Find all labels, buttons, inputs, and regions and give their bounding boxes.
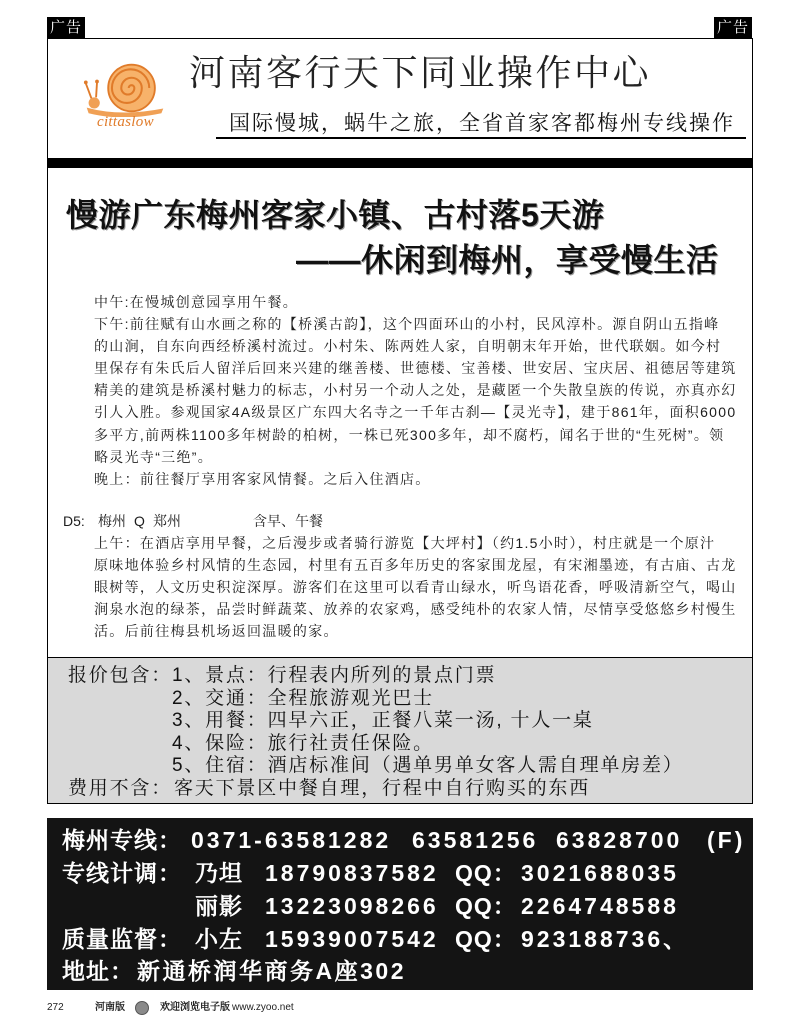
hotline-label: 梅州专线： xyxy=(62,827,182,853)
circle-logo-icon xyxy=(135,1001,149,1015)
supervisor-phone: 15939007542 xyxy=(265,926,439,952)
schedule-line: 原味地体验乡村风情的生态园，村里有五百多年历史的客家围龙屋，有宋湘墨迹，有古庙、古龙 xyxy=(94,557,737,574)
supervisor-name: 小左 xyxy=(195,926,243,952)
schedule-line: 晚上：前往餐厅享用客家风情餐。之后入住酒店。 xyxy=(94,470,431,487)
hotline-number: 63828700 xyxy=(556,827,683,853)
excluded-text: 客天下景区中餐自理，行程中自行购买的东西 xyxy=(174,778,591,799)
schedule-line: 下午:前往赋有山水画之称的【桥溪古韵】，这个四面环山的小村，民风淳朴。源自阴山五指峰 xyxy=(94,316,720,333)
included-item: 4、保险：旅行社责任保险。 xyxy=(172,732,434,754)
day5-route-arrow: Q xyxy=(134,513,145,529)
snail-icon xyxy=(83,59,167,117)
ad-tag-right: 广告 xyxy=(714,17,752,38)
hotline-number: 0371-63581282 xyxy=(191,827,392,853)
agency-title: 河南客行天下同业操作中心 xyxy=(189,53,652,93)
itinerary-panel xyxy=(47,167,753,658)
day5-schedule xyxy=(94,532,737,642)
included-item: 2、交通：全程旅游观光巴士 xyxy=(172,687,434,709)
schedule-line: 精美的建筑是桥溪村魅力的标志，小村另一个动人之处，是藏匿一个失散皇族的传说，亦真亦幻 xyxy=(94,382,737,399)
cittaslow-logo xyxy=(83,59,175,139)
address-row xyxy=(47,957,753,985)
operator-name: 丽影 xyxy=(195,893,243,919)
ad-tag-left: 广告 xyxy=(47,17,85,38)
page-number: 272 xyxy=(47,1002,64,1013)
qq-label: QQ： xyxy=(455,926,517,952)
operator-qq: 2264748588 xyxy=(521,893,679,919)
supervisor-label: 质量监督： xyxy=(62,926,182,952)
logo-wordmark: cittaslow xyxy=(97,114,154,130)
operators-label: 专线计调： xyxy=(62,860,182,886)
included-item: 1、景点：行程表内所列的景点门票 xyxy=(172,665,497,686)
edition-label: 河南版 xyxy=(95,1002,125,1013)
operator-name: 乃坦 xyxy=(195,860,243,886)
excluded-label: 费用不含： xyxy=(68,778,173,799)
day-schedule xyxy=(94,291,737,490)
qq-label: QQ： xyxy=(455,893,517,919)
slogan-underline xyxy=(216,137,746,139)
supervisor-qq: 923188736、 xyxy=(521,926,690,952)
tour-title: 慢游广东梅州客家小镇、古村落5天游 xyxy=(66,197,605,233)
schedule-line: 里保存有朱氏后人留洋后回来兴建的继善楼、世德楼、宝善楼、世安居、宝庆居、祖德居等建筑 xyxy=(94,360,737,377)
operator-phone: 13223098266 xyxy=(265,893,439,919)
fax-marker: (F) xyxy=(707,827,746,853)
day5-meals: 含早、午餐 xyxy=(253,513,323,529)
schedule-line: 活。后前往梅县机场返回温暖的家。 xyxy=(94,623,339,640)
schedule-line: 眼树等，人文历史积淀深厚。游客们在这里可以看青山绿水，听鸟语花香，呼吸清新空气，喝山 xyxy=(94,579,737,596)
page-footer xyxy=(0,999,800,1017)
address-value: 新通桥润华商务A座302 xyxy=(137,958,406,984)
agency-slogan: 国际慢城，蜗牛之旅，全省首家客都梅州专线操作 xyxy=(229,111,735,135)
tour-subtitle: ——休闲到梅州，享受慢生活 xyxy=(296,242,719,278)
hotline-number: 63581256 xyxy=(412,827,539,853)
contact-panel xyxy=(47,818,753,990)
included-list xyxy=(172,665,684,778)
website-url: www.zyoo.net xyxy=(232,1002,294,1013)
operator-row xyxy=(47,859,753,887)
operator-row xyxy=(47,892,753,920)
schedule-line: 略灵光寺“三绝”。 xyxy=(94,448,214,465)
schedule-line: 的山涧，自东向西经桥溪村流过。小村朱、陈两姓人家，自明朝末年开始，世代联姻。如今村 xyxy=(94,338,722,355)
day5-from: 梅州 xyxy=(98,513,126,529)
welcome-text: 欢迎浏览电子版 xyxy=(160,1002,230,1013)
qq-label: QQ： xyxy=(455,860,517,886)
header-panel xyxy=(47,38,753,159)
supervisor-row xyxy=(47,925,753,953)
included-item: 5、住宿：酒店标准间（遇单男单女客人需自理单房差） xyxy=(172,755,684,777)
schedule-line: 上午：在酒店享用早餐，之后漫步或者骑行游览【大坪村】（约1.5小时），村庄就是一个原汁 xyxy=(94,535,716,551)
day5-to: 郑州 xyxy=(153,513,181,529)
hotline-row xyxy=(47,826,753,854)
address-label: 地址： xyxy=(62,958,134,984)
included-label: 报价包含： xyxy=(68,665,173,686)
schedule-line: 多平方,前两株1100多年树龄的柏树，一株已死300多年，却不腐朽，闻名于世的“生死树”。领 xyxy=(94,426,725,443)
included-item: 3、用餐：四早六正，正餐八菜一汤, 十人一桌 xyxy=(172,710,594,732)
day5-label: D5: xyxy=(63,513,85,529)
pricing-panel xyxy=(47,657,753,804)
schedule-line: 涧泉水泡的绿茶，品尝时鲜蔬菜、放养的农家鸡，感受纯朴的农家人情，尽情享受悠悠乡村慢生 xyxy=(94,601,737,618)
schedule-line: 引人入胜。参观国家4A级景区广东四大名寺之一千年古刹—【灵光寺】，建于861年，面积6000 xyxy=(94,404,737,421)
operator-phone: 18790837582 xyxy=(265,860,439,886)
operator-qq: 3021688035 xyxy=(521,860,679,886)
schedule-line: 中午:在慢城创意园享用午餐。 xyxy=(94,294,299,310)
